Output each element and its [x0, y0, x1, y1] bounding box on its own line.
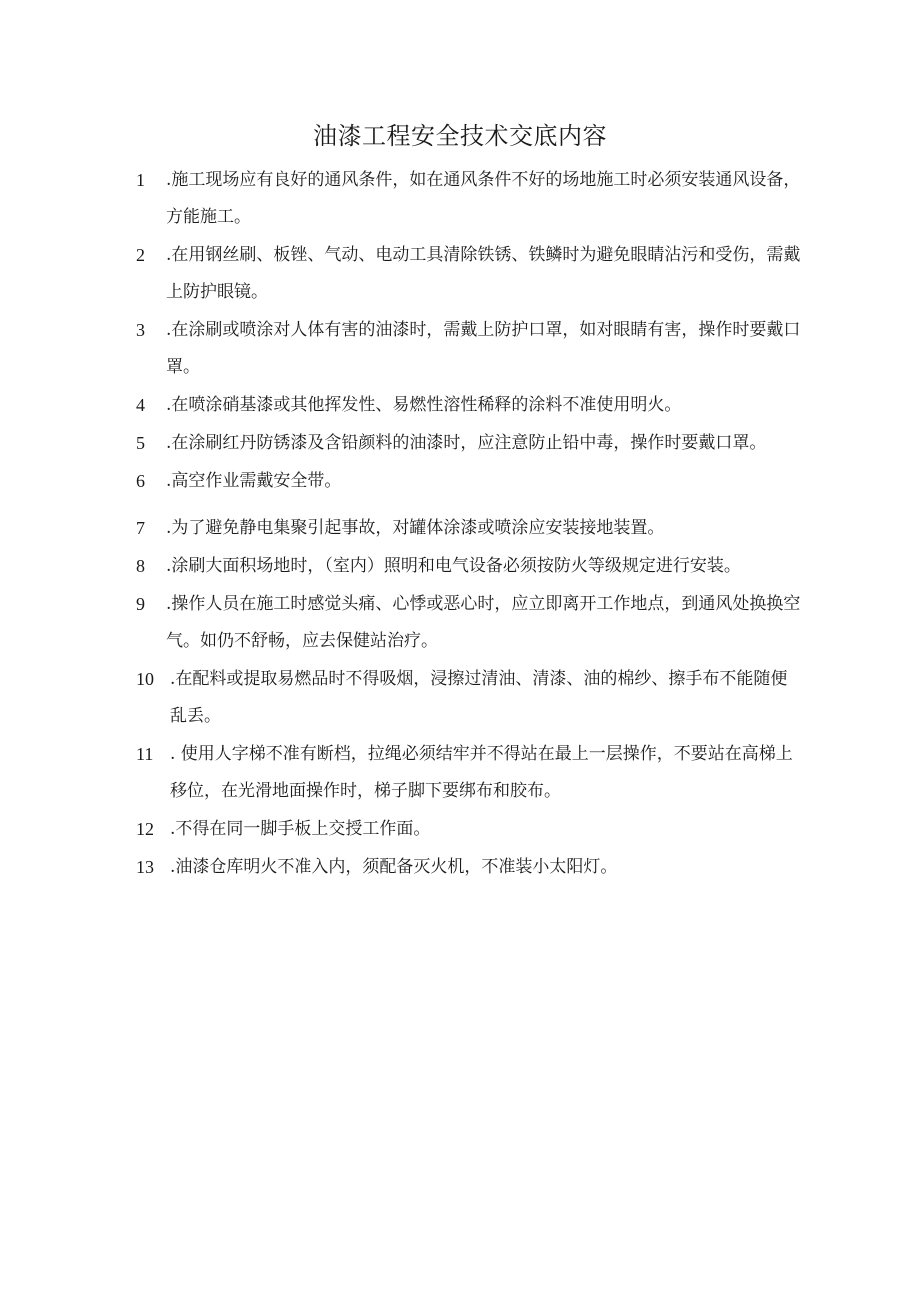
- item-text: .在涂刷或喷涂对人体有害的油漆时，需戴上防护口罩，如对眼睛有害，操作时要戴口罩。: [166, 320, 801, 377]
- item-text: .在用钢丝刷、板锉、气动、电动工具清除铁锈、铁鳞时为避免眼睛沾污和受伤，需戴上防护眼镜。: [166, 245, 801, 302]
- item-text: .不得在同一脚手板上交授工作面。: [170, 819, 431, 839]
- item-number: 9: [136, 594, 145, 614]
- item-text: .在喷涂硝基漆或其他挥发性、易燃性溶性稀释的涂料不准使用明火。: [166, 395, 682, 415]
- item-number: 6: [136, 471, 145, 491]
- item-text: .施工现场应有良好的通风条件，如在通风条件不好的场地施工时必须安装通风设备，方能施工。: [166, 170, 801, 227]
- list-item: [0, 586, 920, 660]
- list-item: [0, 849, 920, 886]
- item-number: 11: [136, 744, 154, 764]
- item-number: 10: [136, 669, 154, 689]
- item-text: .高空作业需戴安全带。: [166, 471, 342, 491]
- item-text: .油漆仓库明火不准入内，须配备灭火机，不准装小太阳灯。: [170, 857, 618, 877]
- list-item: [0, 162, 920, 236]
- list-item: [0, 237, 920, 311]
- list-item: [0, 548, 920, 585]
- item-number: 13: [136, 857, 154, 877]
- item-number: 3: [136, 320, 145, 340]
- list-item: [0, 312, 920, 386]
- item-text: .涂刷大面积场地时，（室内）照明和电气设备必须按防火等级规定进行安装。: [166, 556, 741, 576]
- item-text: . 使用人字梯不准有断档，拉绳必须结牢并不得站在最上一层操作，不要站在高梯上移位，在光滑地面操作时，梯子脚下要绑布和胶布。: [170, 744, 793, 801]
- list-item: [0, 811, 920, 848]
- item-number: 12: [136, 819, 154, 839]
- list-item: [0, 510, 920, 547]
- item-text: .在涂刷红丹防锈漆及含铅颜料的油漆时，应注意防止铅中毒，操作时要戴口罩。: [166, 433, 767, 453]
- list-item: [0, 463, 920, 500]
- item-number: 8: [136, 556, 145, 576]
- list-item: [0, 425, 920, 462]
- list-item: [0, 736, 920, 810]
- item-text: .操作人员在施工时感觉头痛、心悸或恶心时，应立即离开工作地点，到通风处换换空气。如仍不舒畅，应去保健站治疗。: [166, 594, 801, 651]
- list-item: [0, 661, 920, 735]
- item-number: 4: [136, 395, 145, 415]
- item-number: 1: [136, 170, 145, 190]
- item-number: 7: [136, 518, 145, 538]
- item-number: 2: [136, 245, 145, 265]
- item-text: .在配料或提取易燃品时不得吸烟，浸擦过清油、清漆、油的棉纱、擦手布不能随便乱丢。: [170, 669, 788, 726]
- item-number: 5: [136, 433, 145, 453]
- document-title: 油漆工程安全技术交底内容: [313, 122, 607, 150]
- list-item: [0, 387, 920, 424]
- safety-items-list: [0, 162, 920, 886]
- item-text: .为了避免静电集聚引起事故，对罐体涂漆或喷涂应安装接地装置。: [166, 518, 665, 538]
